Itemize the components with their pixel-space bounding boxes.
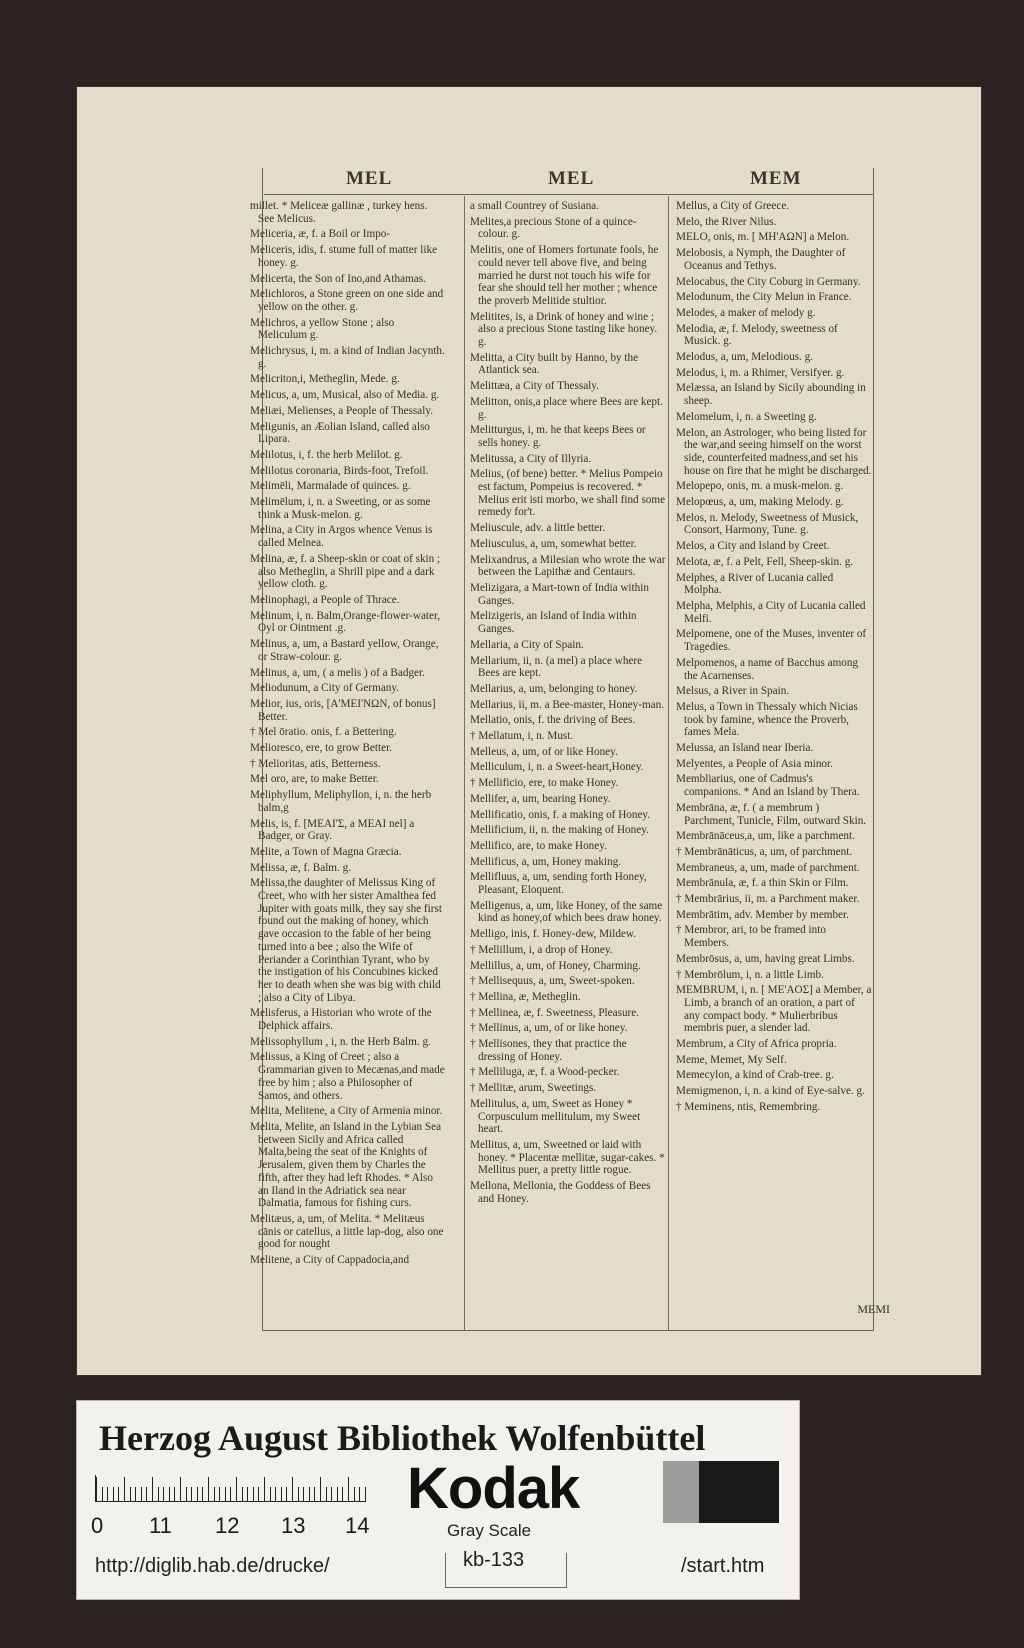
- dictionary-entry: Mellus, a City of Greece.: [676, 200, 790, 212]
- dictionary-entry: Melitton, onis,a place where Bees are kept. g.: [470, 395, 663, 421]
- dictionary-entry: Melitæus, a, um, of Melita. * Melitæus cānis or catellus, a little lap-dog, also one good for nought: [250, 1212, 444, 1251]
- ruler-tick: [135, 1487, 136, 1501]
- dictionary-entry: † Membrārius, ii, m. a Parchment maker.: [676, 893, 860, 906]
- ruler-tick: [96, 1477, 97, 1501]
- ruler-tick: [191, 1487, 192, 1501]
- dictionary-entry: Melon, an Astrologer, who being listed for the war,and seeing himself on the worst side, counterfeited madness,and set his house on fire that he might be discharged.: [676, 426, 872, 477]
- dictionary-entry: Mel oro, are, to make Better.: [250, 773, 379, 786]
- ruler-tick: [163, 1487, 164, 1501]
- scale-ruler: [95, 1475, 365, 1507]
- ruler-tick: [141, 1487, 142, 1501]
- ruler-tick: [309, 1487, 310, 1501]
- dictionary-entry: Mellificium, ii, n. the making of Honey.: [470, 824, 649, 837]
- dictionary-entry: Melita, Melitene, a City of Armenia minor.: [250, 1105, 443, 1118]
- dictionary-entry: Melinus, a, um, ( a melis ) of a Badger.: [250, 666, 425, 679]
- dictionary-entry: Meliceria, æ, f. a Boil or Impo-: [250, 228, 391, 241]
- dictionary-entry: Melita, Melite, an Island in the Lybian Sea between Sicily and Africa called Malta,being the seat of the Knights of Jerusalem, given them by Charles the fifth, after they had left Rhodes. * Also an Iland in the Adriatick sea near Dalmatia, famous for fishing curs.: [250, 1121, 442, 1210]
- dictionary-entry: Melizigara, a Mart-town of India within Ganges.: [470, 581, 649, 607]
- dictionary-entry: Melis, is, f. [MEAI'Σ, a MEAI nel] a Badger, or Gray.: [250, 817, 415, 843]
- dictionary-entry: Melicerta, the Son of Ino,and Athamas.: [250, 272, 426, 285]
- ruler-tick: [180, 1477, 181, 1501]
- black-swatch: [699, 1461, 779, 1523]
- dictionary-entry: Melitene, a City of Cappadocia,and: [250, 1254, 410, 1267]
- ruler-tick: [208, 1477, 209, 1501]
- library-target-card: [76, 1400, 800, 1600]
- dictionary-entry: Melliculum, i, n. a Sweet-heart,Honey.: [470, 761, 644, 774]
- dictionary-entry: Melissus, a King of Creet ; also a Grammarian given to Mecænas,and made free by him ; also a Philosopher of Samos, and others.: [250, 1051, 445, 1102]
- dictionary-entry: Melichros, a yellow Stone ; also Meliculum g.: [250, 316, 395, 342]
- ruler-tick: [331, 1487, 332, 1501]
- dictionary-entry: Meliodunum, a City of Germany.: [250, 682, 400, 695]
- dictionary-entry: † Melioritas, atis, Betterness.: [250, 757, 381, 770]
- ruler-tick: [298, 1487, 299, 1501]
- dictionary-entry: Melos, a City and Island by Creet.: [676, 540, 830, 553]
- dictionary-entry: Membrum, a City of Africa propria.: [676, 1038, 837, 1051]
- ruler-tick: [230, 1487, 231, 1501]
- dictionary-entry: Melsus, a River in Spain.: [676, 685, 790, 698]
- ruler-tick: [365, 1487, 366, 1501]
- dictionary-entry: Memecylon, a kind of Crab-tree. g.: [676, 1069, 834, 1082]
- dictionary-entry: Mellarius, a, um, belonging to honey.: [470, 682, 638, 695]
- dictionary-entry: MEMBRUM, i, n. [ ME'AOΣ] a Member, a Limb, a branch of an oration, a part of any compact body. * Mulierbribus membris puer, a slender lad.: [676, 984, 872, 1035]
- dictionary-entry: † Mellillum, i, a drop of Honey.: [470, 943, 613, 956]
- dictionary-entry: Mellatio, onis, f. the driving of Bees.: [470, 714, 636, 727]
- dictionary-entry: Meliuscule, adv. a little better.: [470, 522, 606, 535]
- ruler-tick: [186, 1487, 187, 1501]
- dictionary-entry: millet. * Meliceæ gallinæ , turkey hens. See Melicus.: [250, 200, 428, 225]
- library-name: Herzog August Bibliothek Wolfenbüttel: [99, 1418, 706, 1458]
- dictionary-entry: Melitis, one of Homers fortunate fools, he could never tell above five, and being married he durst not touch his wife for fear she should tell her mother ; whence the proverb Melitide stultior.: [470, 244, 659, 307]
- ruler-tick: [342, 1487, 343, 1501]
- dictionary-entry: Mellarium, ii, n. (a mel) a place where Bees are kept.: [470, 654, 643, 680]
- ruler-tick: [102, 1487, 103, 1501]
- ruler-tick: [264, 1477, 265, 1501]
- dictionary-entry: Melites,a precious Stone of a quince-colour. g.: [470, 215, 637, 241]
- dictionary-entry: Melos, n. Melody, Sweetness of Musick, Consort, Harmony, Tune. g.: [676, 511, 859, 537]
- dictionary-entry: Melina, a City in Argos whence Venus is called Melnea.: [250, 524, 433, 550]
- ruler-tick: [348, 1477, 349, 1501]
- dictionary-entry: Melodus, a, um, Melodious. g.: [676, 351, 814, 364]
- dictionary-entry: a small Countrey of Susiana.: [470, 200, 599, 212]
- ruler-tick: [270, 1487, 271, 1501]
- dictionary-entry: Meliæi, Melienses, a People of Thessaly.: [250, 404, 434, 417]
- dictionary-entry: Melpha, Melphis, a City of Lucania called Melfi.: [676, 599, 866, 625]
- ruler-tick: [107, 1487, 108, 1501]
- dictionary-entry: Melomelum, i, n. a Sweeting g.: [676, 410, 817, 423]
- ruler-tick: [225, 1487, 226, 1501]
- dictionary-entry: Melligenus, a, um, like Honey, of the same kind as honey,of which bees draw honey.: [470, 899, 663, 925]
- ruler-tick: [320, 1477, 321, 1501]
- dictionary-entry: Melota, æ, f. a Pelt, Fell, Sheep-skin. g.: [676, 555, 854, 568]
- ruler-tick: [292, 1477, 293, 1501]
- dictionary-entry: † Mellitæ, arum, Sweetings.: [470, 1082, 597, 1095]
- kodak-logo: Kodak: [407, 1456, 580, 1521]
- dictionary-entry: Melæssa, an Island by Sicily abounding in sheep.: [676, 382, 866, 408]
- dictionary-entry: Melioresco, ere, to grow Better.: [250, 742, 392, 755]
- dictionary-entry: Membraneus, a, um, made of parchment.: [676, 861, 860, 874]
- dictionary-entry: Melizigeris, an Island of India within Ganges.: [470, 610, 637, 636]
- dictionary-entry: Melodia, æ, f. Melody, sweetness of Musick. g.: [676, 322, 838, 348]
- dictionary-entry: Melphes, a River of Lucania called Molpha.: [676, 571, 834, 597]
- dictionary-entry: MELO, onis, m. [ MH'AΩN] a Melon.: [676, 231, 850, 244]
- dictionary-entry: Melisferus, a Historian who wrote of the Delphick affairs.: [250, 1007, 432, 1033]
- dictionary-entry: † Melliluga, æ, f. a Wood-pecker.: [470, 1066, 620, 1079]
- ruler-tick: [303, 1487, 304, 1501]
- dictionary-entry: Meliphyllum, Meliphyllon, i, n. the herb balm,g: [250, 789, 432, 814]
- dictionary-entry: Melixandrus, a Milesian who wrote the war between the Lapithæ and Centaurs.: [470, 553, 666, 579]
- dictionary-entry: Melius, (of bene) better. * Melius Pompeio est factum, Pompeius is recovered. * Melius erit isti morbo, we shall find some remedy for't.: [470, 468, 666, 519]
- dictionary-entry: Mellitus, a, um, Sweetned or laid with honey. * Placentæ mellitæ, sugar-cakes. * Mellitus puer, a pretty little rogue.: [470, 1139, 665, 1177]
- dictionary-entry: Melodunum, the City Melun in France.: [676, 291, 852, 304]
- dictionary-entry: Melodes, a maker of melody g.: [676, 306, 816, 319]
- dictionary-column-2: [470, 200, 666, 1308]
- dictionary-entry: Mellaria, a City of Spain.: [470, 638, 584, 651]
- dictionary-entry: † Mellificio, ere, to make Honey.: [470, 777, 619, 790]
- ruler-tick: [314, 1487, 315, 1501]
- dictionary-entry: † Membrōlum, i, n. a little Limb.: [676, 968, 824, 981]
- dictionary-entry: † Membrānāticus, a, um, of parchment.: [676, 845, 853, 858]
- dictionary-entry: Melobosis, a Nymph, the Daughter of Oceanus and Tethys.: [676, 247, 846, 272]
- ruler-tick: [118, 1487, 119, 1501]
- dictionary-entry: Melocabus, the City Coburg in Germany.: [676, 275, 861, 288]
- dictionary-entry: Melitites, is, a Drink of honey and wine ; also a precious Stone tasting like honey. g.: [470, 310, 658, 349]
- ruler-tick: [219, 1487, 220, 1501]
- dictionary-entry: Mellifluus, a, um, sending forth Honey, Pleasant, Eloquent.: [470, 871, 647, 897]
- dictionary-entry: Melite, a Town of Magna Græcia.: [250, 845, 402, 858]
- dictionary-entry: Mellarius, ii, m. a Bee-master, Honey-man.: [470, 698, 665, 711]
- dictionary-entry: Melussa, an Island near Iberia.: [676, 742, 814, 755]
- dictionary-entry: † Mellisones, they that practice the dressing of Honey.: [470, 1038, 627, 1063]
- dictionary-entry: Melleus, a, um, of or like Honey.: [470, 745, 618, 758]
- ruler-tick: [354, 1487, 355, 1501]
- ruler-tick: [202, 1487, 203, 1501]
- column-rule: [464, 196, 465, 1330]
- ruler-tick: [247, 1487, 248, 1501]
- dictionary-entry: Meme, Memet, My Self.: [676, 1053, 787, 1066]
- start-page-path: /start.htm: [681, 1555, 765, 1577]
- column-rule: [668, 196, 669, 1330]
- dictionary-entry: Melitturgus, i, m. he that keeps Bees or sells honey. g.: [470, 424, 646, 449]
- dictionary-entry: Melissa, æ, f. Balm. g.: [250, 861, 351, 874]
- dictionary-entry: Melilotus, i, f. the herb Melilot. g.: [250, 448, 403, 461]
- ruler-tick: [258, 1487, 259, 1501]
- dictionary-entry: Melichrysus, i, m. a kind of Indian Jacynth. g.: [250, 345, 445, 370]
- ruler-tick: [359, 1487, 360, 1501]
- dictionary-entry: † Mellatum, i, n. Must.: [470, 730, 574, 743]
- book-page: [76, 86, 982, 1376]
- dictionary-entry: Melpomenos, a name of Bacchus among the Acarnenses.: [676, 656, 859, 682]
- dictionary-entry: Mellificatio, onis, f. a making of Honey.: [470, 808, 651, 821]
- ruler-tick: [197, 1487, 198, 1501]
- dictionary-entry: Melodus, i, m. a Rhimer, Versifyer. g.: [676, 366, 845, 379]
- dictionary-entry: † Mellisequus, a, um, Sweet-spoken.: [470, 975, 635, 988]
- dictionary-entry: Mellillus, a, um, of Honey, Charming.: [470, 959, 641, 972]
- dictionary-column-3: [676, 200, 872, 1308]
- dictionary-entry: Melichloros, a Stone green on one side and yellow on the other. g.: [250, 288, 444, 313]
- ruler-tick: [242, 1487, 243, 1501]
- dictionary-entry: Melittæa, a City of Thessaly.: [470, 380, 599, 393]
- dictionary-entry: Melimēlum, i, n. a Sweeting, or as some think a Musk-melon. g.: [250, 496, 431, 521]
- dictionary-entry: Melpomene, one of the Muses, inventer of Tragedies.: [676, 628, 867, 654]
- dictionary-entry: † Membror, ari, to be framed into Members.: [676, 924, 826, 950]
- dictionary-entry: Melicriton,i, Metheglin, Mede. g.: [250, 373, 400, 386]
- dictionary-entry: Mellifer, a, um, bearing Honey.: [470, 792, 611, 805]
- dictionary-column-1: [250, 200, 446, 1308]
- ruler-tick: [158, 1487, 159, 1501]
- ruler-tick: [286, 1487, 287, 1501]
- scale-number: 12: [215, 1513, 240, 1538]
- scale-number: 14: [345, 1513, 370, 1538]
- dictionary-entry: Membrātim, adv. Member by member.: [676, 908, 849, 921]
- dictionary-entry: Melimēli, Marmalade of quinces. g.: [250, 480, 411, 493]
- scale-number: 11: [149, 1513, 172, 1538]
- dictionary-entry: Membrānāceus,a, um, like a parchment.: [676, 830, 855, 843]
- running-head-right: MEM: [750, 168, 802, 189]
- dictionary-entry: Membrāna, æ, f. ( a membrum ) Parchment, Tunicle, Film, outward Skin.: [676, 801, 867, 827]
- dictionary-entry: Melopepo, onis, m. a musk-melon. g.: [676, 480, 844, 493]
- dictionary-entry: Melior, ius, oris, [A'MEI'NΩN, of bonus] Better.: [250, 697, 436, 723]
- dictionary-entry: Melinophagi, a People of Thrace.: [250, 593, 400, 606]
- dictionary-entry: Melinus, a, um, a Bastard yellow, Orange, or Straw-colour. g.: [250, 638, 439, 663]
- dictionary-entry: Mellificus, a, um, Honey making.: [470, 855, 622, 868]
- dictionary-entry: Melyentes, a People of Asia minor.: [676, 757, 833, 770]
- ruler-tick: [169, 1487, 170, 1501]
- gray-scale-label: Gray Scale: [447, 1521, 532, 1540]
- dictionary-entry: Mellona, Mellonia, the Goddess of Bees and Honey.: [470, 1180, 651, 1205]
- ruler-tick: [124, 1477, 125, 1501]
- dictionary-entry: Meliceris, idis, f. stume full of matter like honey. g.: [250, 244, 438, 269]
- ruler-tick: [337, 1487, 338, 1501]
- digital-library-url: http://diglib.hab.de/drucke/: [95, 1555, 330, 1577]
- catchword: MEMI: [857, 1302, 890, 1316]
- dictionary-entry: † Meminens, ntis, Remembring.: [676, 1100, 821, 1113]
- dictionary-entry: Melissophyllum , i, n. the Herb Balm. g.: [250, 1035, 431, 1048]
- ruler-tick: [214, 1487, 215, 1501]
- dictionary-entry: Melo, the River Nilus.: [676, 215, 777, 228]
- dictionary-entry: Melus, a Town in Thessaly which Nicias took by famine, whence the Proverb, fames Mela.: [676, 700, 858, 739]
- running-head-left: MEL: [346, 168, 393, 189]
- dictionary-entry: † Mellinea, æ, f. Sweetness, Pleasure.: [470, 1006, 640, 1019]
- dictionary-entry: Melopœus, a, um, making Melody. g.: [676, 496, 844, 509]
- ruler-tick: [174, 1487, 175, 1501]
- ruler-tick: [253, 1487, 254, 1501]
- dictionary-entry: Meligunis, an Æolian Island, called also Lipara.: [250, 420, 430, 446]
- scale-number: 0: [91, 1513, 104, 1538]
- ruler-tick: [275, 1487, 276, 1501]
- dictionary-entry: Memigmenon, i, n. a kind of Eye-salve. g.: [676, 1085, 865, 1098]
- dictionary-entry: † Mel ōratio. onis, f. a Bettering.: [250, 726, 397, 739]
- dictionary-entry: Meliusculus, a, um, somewhat better.: [470, 537, 637, 550]
- dictionary-entry: Membliarius, one of Cadmus's companions. * And an Island by Thera.: [676, 773, 860, 799]
- ruler-tick: [146, 1487, 147, 1501]
- ruler-tick: [130, 1487, 131, 1501]
- ruler-ticks: [95, 1475, 366, 1502]
- dictionary-entry: Melitta, a City built by Hanno, by the Atlantick sea.: [470, 351, 639, 377]
- dictionary-entry: Membrōsus, a, um, having great Limbs.: [676, 952, 855, 965]
- dictionary-entry: Melligo, inis, f. Honey-dew, Mildew.: [470, 928, 637, 941]
- dictionary-entry: † Mellinus, a, um, of or like honey.: [470, 1022, 628, 1035]
- dictionary-entry: Mellifico, are, to make Honey.: [470, 839, 607, 852]
- ruler-tick: [113, 1487, 114, 1501]
- ruler-tick: [152, 1477, 153, 1501]
- dictionary-entry: Melina, æ, f. a Sheep-skin or coat of skin ; also Metheglin, a Shrill pipe and a dark yellow cloth. g.: [250, 552, 441, 591]
- gray-swatch: [663, 1461, 699, 1523]
- ruler-tick: [236, 1477, 237, 1501]
- dictionary-entry: † Mellina, æ, Metheglin.: [470, 990, 581, 1003]
- ruler-tick: [281, 1487, 282, 1501]
- dictionary-entry: Melinum, i, n. Balm,Orange-flower-water, Oyl or Ointment .g.: [250, 609, 441, 635]
- running-head-middle: MEL: [548, 168, 595, 189]
- shelf-code: kb-133: [463, 1549, 525, 1571]
- dictionary-entry: Melicus, a, um, Musical, also of Media. g.: [250, 389, 440, 402]
- dictionary-entry: Mellitulus, a, um, Sweet as Honey * Corpusculum mellitulum, my Sweet heart.: [470, 1097, 641, 1136]
- dictionary-entry: Melissa,the daughter of Melissus King of Creet, who with her sister Amalthea fed Jupiter with goats milk, they say she first found out the making of honey, which gave occasion to the fable of her being turned into a bee ; also the Wife of Periander a Corinthian Tyrant, who by the instigation of his Concubines kicked her to death when she was big with child ; also a City of Libya.: [250, 877, 442, 1004]
- dictionary-entry: Melilotus coronaria, Birds-foot, Trefoil.: [250, 464, 429, 477]
- scale-number: 13: [281, 1513, 306, 1538]
- dictionary-entry: Membrānula, æ, f. a thin Skin or Film.: [676, 877, 849, 890]
- dictionary-entry: Melitussa, a City of Illyria.: [470, 452, 592, 465]
- ruler-tick: [326, 1487, 327, 1501]
